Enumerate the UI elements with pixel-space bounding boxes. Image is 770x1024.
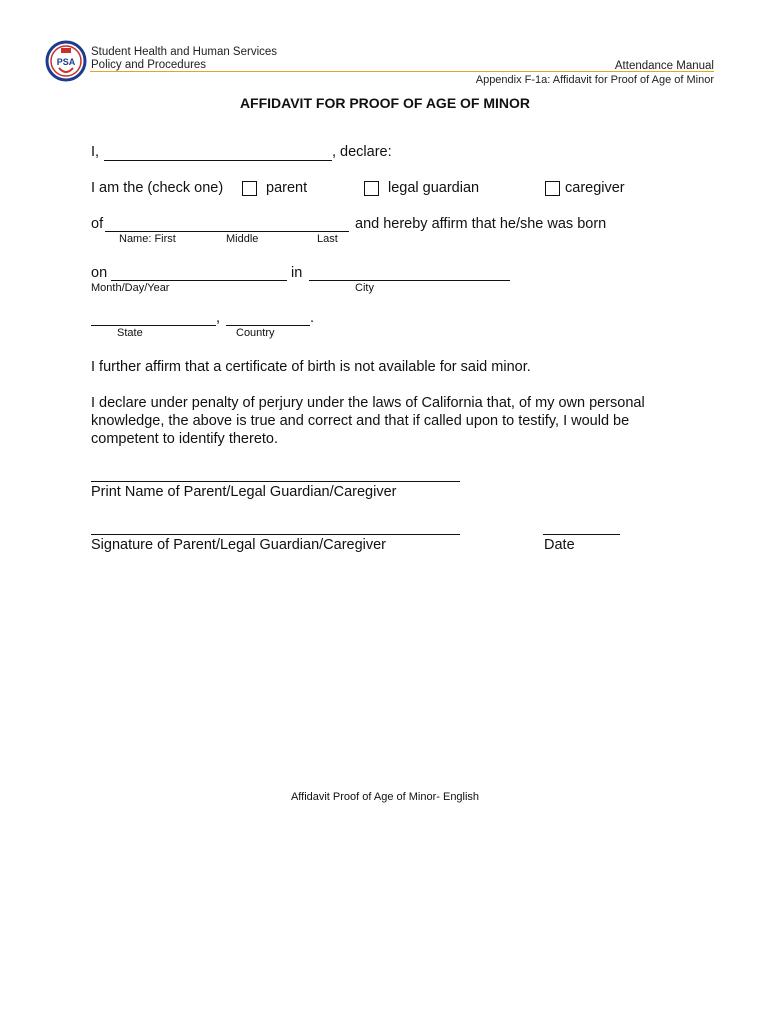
birth-date-line[interactable] — [111, 280, 287, 281]
signature-line[interactable] — [91, 534, 460, 535]
caregiver-checkbox[interactable] — [545, 181, 560, 196]
perjury-line-2: knowledge, the above is true and correct and that if called upon to testify, I would be — [91, 413, 630, 429]
caregiver-option-label: caregiver — [565, 180, 625, 196]
signature-caption: Signature of Parent/Legal Guardian/Caregiver — [91, 537, 387, 553]
footer-text: Affidavit Proof of Age of Minor- English — [290, 791, 480, 803]
form-title: AFFIDAVIT FOR PROOF OF AGE OF MINOR — [239, 95, 531, 111]
minor-name-line[interactable] — [105, 231, 349, 232]
print-name-line[interactable] — [91, 481, 460, 482]
country-caption: Country — [236, 327, 275, 339]
org-name: Student Health and Human Services — [91, 46, 278, 58]
country-period: . — [310, 310, 315, 326]
legal-guardian-checkbox[interactable] — [364, 181, 379, 196]
legal-guardian-option-label: legal guardian — [388, 180, 480, 196]
date-label: Date — [544, 537, 575, 553]
i-label: I, — [91, 144, 100, 160]
on-label: on — [91, 265, 108, 281]
perjury-line-1: I declare under penalty of perjury under the laws of California that, of my own personal — [91, 395, 645, 411]
check-one-label: I am the (check one) — [91, 180, 224, 196]
name-last-caption: Last — [317, 233, 338, 245]
in-label: in — [291, 265, 303, 281]
declare-text: , declare: — [332, 144, 392, 160]
of-label: of — [91, 216, 104, 232]
state-comma: , — [216, 310, 221, 326]
birth-state-line[interactable] — [91, 325, 216, 326]
birth-city-line[interactable] — [309, 280, 510, 281]
date-caption: Month/Day/Year — [91, 282, 170, 294]
affirm-born-text: and hereby affirm that he/she was born — [355, 216, 607, 232]
manual-name: Attendance Manual — [614, 60, 714, 72]
parent-option-label: parent — [266, 180, 308, 196]
date-line[interactable] — [543, 534, 620, 535]
appendix-label: Appendix F-1a: Affidavit for Proof of Age of Minor — [475, 74, 714, 86]
certificate-statement: I further affirm that a certificate of birth is not available for said minor. — [91, 359, 531, 375]
header-rule — [90, 71, 714, 72]
perjury-line-3: competent to identify thereto. — [91, 431, 278, 447]
org-subtitle: Policy and Procedures — [91, 59, 207, 71]
psa-logo — [45, 40, 87, 87]
name-first-caption: Name: First — [119, 233, 176, 245]
name-middle-caption: Middle — [226, 233, 259, 245]
logo-text: PSA — [56, 57, 76, 67]
print-name-caption: Print Name of Parent/Legal Guardian/Caregiver — [91, 484, 397, 500]
birth-country-line[interactable] — [226, 325, 310, 326]
city-caption: City — [355, 282, 374, 294]
declarant-name-line[interactable] — [104, 160, 332, 161]
state-caption: State — [117, 327, 143, 339]
parent-checkbox[interactable] — [242, 181, 257, 196]
